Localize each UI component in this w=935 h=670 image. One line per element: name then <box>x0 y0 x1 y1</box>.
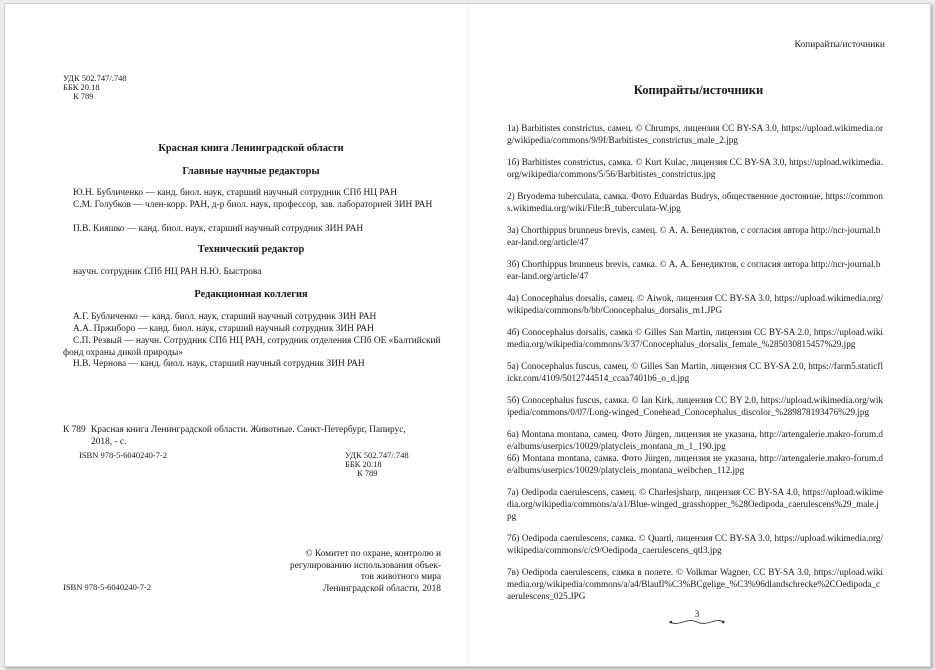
udk-code: УДК 502.747/.748 <box>63 73 127 83</box>
source-entry: 6б) Montana montana, самка. Фото Jürgen, лицензия не указана, http://artengalerie.makro-forum.de/albums/userpics/10029/platycleis_montana_weibchen_112.jpg <box>507 453 883 475</box>
catalog-k: К 789 <box>357 468 378 478</box>
catalog-bbk: ББК 20.18 <box>345 459 382 469</box>
isbn: ISBN 978-5-6040240-7-2 <box>63 582 152 592</box>
book-spread <box>4 3 931 667</box>
catalog-description: Красная книга Ленинградской области. Животные. Санкт-Петербург, Папирус, 2018, - с. <box>91 425 406 447</box>
board-member: С.П. Резвый — научн. Сотрудник СПб НЦ РАН, сотрудник отделения СПб ОЕ «Балтийский фонд охраны дикой природы» <box>63 336 441 358</box>
page-title: Копирайты/источники <box>633 83 764 97</box>
board-member: А.А. Пржиборо — канд. биол. наук, старший научный сотрудник ЗИН РАН <box>73 324 374 334</box>
catalog-isbn: ISBN 978-5-6040240-7-2 <box>79 450 168 460</box>
copyright-line: регулированию использования объек- <box>290 560 441 571</box>
sources-list <box>507 122 883 602</box>
copyright-line: Ленинградской области, 2018 <box>322 583 441 594</box>
source-entry: 4а) Conocephalus dorsalis, самец. © Aiwok, лицензия CC BY-SA 3.0, https://upload.wikimedia.org/wikipedia/commons/b/bb/Conocephalus_dorsalis_m1.JPG <box>507 293 883 315</box>
source-entry: 3а) Chorthippus brunneus brevis, самец. © А. А. Бенедиктов, с согласия автора http://ncr-journal.bear-land.org/article/47 <box>507 225 881 247</box>
page-number: 3 <box>694 609 700 619</box>
source-entry: 5а) Conocephalus fuscus, самец. © Gilles San Martin, лицензия CC BY-SA 2.0, https://farm5.staticflickr.com/4109/5012744514_ccaa7401b6_o_d.jpg <box>507 361 883 383</box>
copyright-block <box>251 549 441 595</box>
source-entry: 4б) Conocephalus dorsalis, самка © Gilles San Martin, лицензия CC BY-SA 2.0, https://upload.wikimedia.org/wikipedia/commons/3/37/Conocephalus_dorsalis_female_%285030815457%29.jpg <box>507 327 883 349</box>
source-entry: 2) Bryodema tuberculata, самка. Фото Eduardas Budrys, общественное достояние, https://commons.wikimedia.org/wiki/File:B_tuberculata-W.jpg <box>507 191 883 213</box>
chief-editor: С.М. Голубков — член-корр. РАН, д-р биол. наук, профессор, зав. лабораторией ЗИН РАН <box>73 200 433 210</box>
right-page <box>467 4 930 666</box>
author-mark: К 789 <box>73 91 94 101</box>
source-entry: 1б) Barbitistes constrictus, самка. © Kurt Kulac, лицензия CC BY-SA 3.0, https://upload.wikimedia.org/wikipedia/commons/5/56/Barbitistes_constrictus.jpg <box>507 157 883 179</box>
running-head: Копирайты/источники <box>794 40 885 50</box>
chief-editor: Ю.Н. Бубличенко — канд. биол. наук, старший научный сотрудник СПб НЦ РАН <box>73 188 397 198</box>
copyright-line: © Комитет по охране, контролю и <box>305 549 441 559</box>
board-member: Н.В. Чернова — канд. биол. наук, старший научный сотрудник ЗИН РАН <box>73 359 365 369</box>
chief-editors-heading: Главные научные редакторы <box>182 166 320 177</box>
copyright-line: тов животного мира <box>360 572 441 582</box>
source-entry: 7б) Oedipoda caerulescens, самка. © Quartl, лицензия CC BY-SA 3.0, https://upload.wikimedia.org/wikipedia/commons/c/c9/Oedipoda_caerulescens_qtl3.jpg <box>507 533 883 555</box>
catalog-udk: УДК 502.747/.748 <box>345 450 409 460</box>
technical-editor-heading: Технический редактор <box>197 244 305 255</box>
editorial-board-heading: Редакционная коллегия <box>194 289 308 300</box>
source-entry: 6а) Montana montana, самец. Фото Jürgen, лицензия не указана, http://artengalerie.makro-forum.de/albums/userpics/10029/platycleis_montana_m_1_190.jpg <box>507 429 883 451</box>
source-entry: 3б) Chorthippus brunneus brevis, самка. © А. А. Бенедиктов, с согласия автора http://ncr-journal.bear-land.org/article/47 <box>507 259 881 281</box>
source-entry: 7а) Oedipoda caerulescens, самец. © Charlesjsharp, лицензия CC BY-SA 4.0, https://upload.wikimedia.org/wikipedia/commons/a/a1/Blue-winged_grasshopper_%28Oedipoda_caerulescens%29_male.jpg <box>507 487 883 521</box>
technical-editor: научн. сотрудник СПб НЦ РАН Н.Ю. Быстрова <box>73 267 262 277</box>
board-member: А.Г. Бубличенко — канд. биол. наук, старший научный сотрудник ЗИН РАН <box>73 312 377 322</box>
catalog-code: К 789 <box>63 425 86 435</box>
page-number-ornament <box>667 609 727 629</box>
chief-editor: П.В. Кияшко — канд. биол. наук, старший научный сотрудник ЗИН РАН <box>73 224 364 234</box>
source-entry: 7в) Oedipoda caerulescens, самка в полете. © Volkmar Wagner, CC BY-SA 3.0, https://upload.wikimedia.org/wikipedia/commons/a/a4/Blaufl%C3%BCgelige_%C3%96dlandschrecke%2COedipoda_caerulescens_025.JPG <box>507 567 883 601</box>
source-entry: 5б) Conocephalus fuscus, самка. © Ian Kirk, лицензия CC BY 2.0, https://upload.wikimedia.org/wikipedia/commons/0/07/Long-winged_Conehead_Conocephalus_discolor_%289878193476%29.jpg <box>507 395 883 417</box>
bbk-code: ББК 20.18 <box>63 82 100 92</box>
left-page <box>5 4 467 666</box>
book-title: Красная книга Ленинградской области <box>158 143 344 154</box>
source-entry: 1а) Barbitistes constrictus, самец. © Chrumps, лицензия CC BY-SA 3.0, https://upload.wikimedia.org/wikipedia/commons/9/9f/Barbitistes_constrictus_male_2.jpg <box>507 123 883 145</box>
